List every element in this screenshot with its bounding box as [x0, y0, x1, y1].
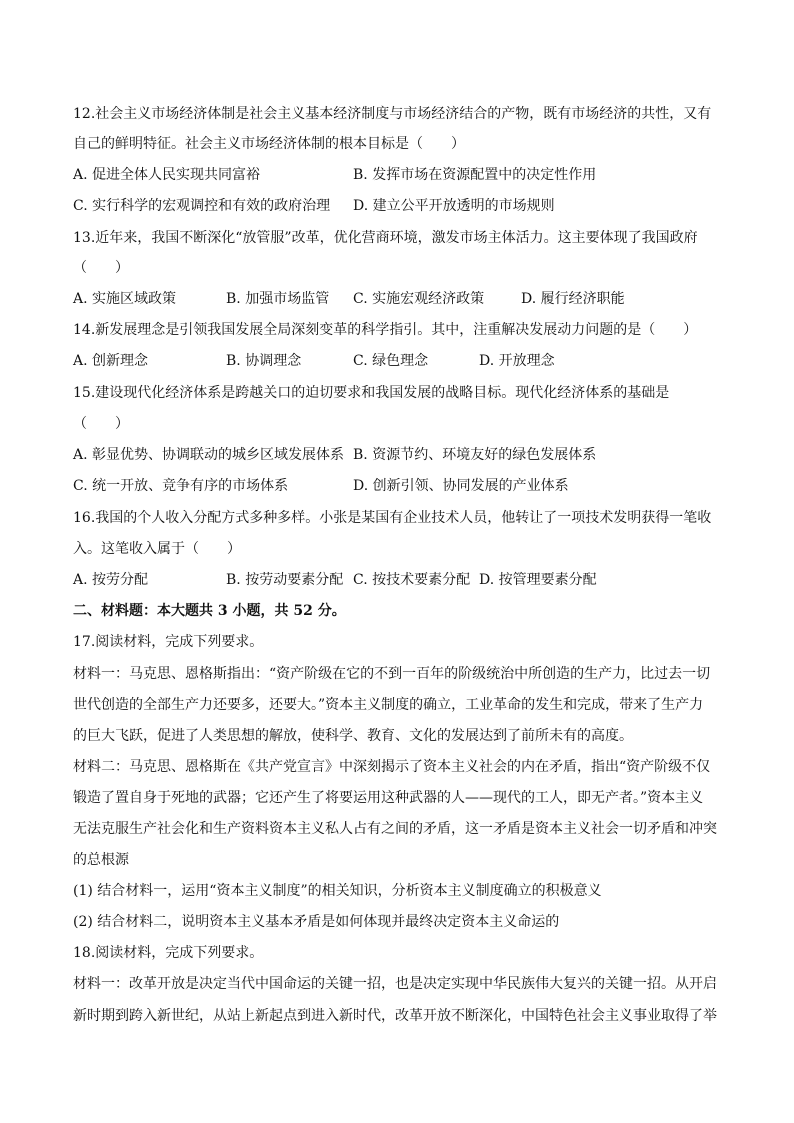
q15-stem-line1: 15.建设现代化经济体系是跨越关口的迫切要求和我国发展的战略目标。现代化经济体系的基础是	[73, 385, 670, 401]
q16-option-c: C. 按技术要素分配	[353, 572, 471, 588]
q14-option-b: B. 协调理念	[226, 353, 302, 369]
q17-material2-line4: 的总根源	[73, 852, 129, 868]
q12-option-a: A. 促进全体人民实现共同富裕	[73, 167, 261, 183]
q16-option-d: D. 按管理要素分配	[479, 572, 597, 588]
q17-material2-line3: 无法克服生产社会化和生产资料资本主义私人占有之间的矛盾，这一矛盾是资本主义社会一切矛盾和冲突	[73, 821, 717, 837]
q15-option-a: A. 彰显优势、协调联动的城乡区域发展体系	[73, 447, 345, 463]
q12-option-b: B. 发挥市场在资源配置中的决定性作用	[353, 167, 597, 183]
q13-stem-line1: 13.近年来，我国不断深化“放管服”改革，优化营商环境，激发市场主体活力。这主要体现了我国政府	[73, 230, 698, 246]
q13-option-a: A. 实施区域政策	[73, 291, 177, 307]
q18-material1-line2: 新时期到跨入新世纪，从站上新起点到进入新时代，改革开放不断深化，中国特色社会主义事业取得了举	[73, 1008, 717, 1024]
q17-material1-line1: 材料一：马克思、恩格斯指出：“资产阶级在它的不到一百年的阶级统治中所创造的生产力，比过去一切	[73, 666, 711, 682]
q12-option-d: D. 建立公平开放透明的市场规则	[353, 198, 555, 214]
q15-option-c: C. 统一开放、竞争有序的市场体系	[73, 478, 289, 494]
q17-material2-line1: 材料二：马克思、恩格斯在《共产党宣言》中深刻揭示了资本主义社会的内在矛盾，指出“资产阶级不仅	[73, 759, 711, 775]
q17-intro: 17.阅读材料，完成下列要求。	[73, 634, 264, 650]
q14-option-c: C. 绿色理念	[353, 353, 429, 369]
q18-intro: 18.阅读材料，完成下列要求。	[73, 945, 264, 961]
q15-option-b: B. 资源节约、环境友好的绿色发展体系	[353, 447, 597, 463]
q13-option-b: B. 加强市场监管	[226, 291, 330, 307]
q14-option-d: D. 开放理念	[479, 353, 555, 369]
q17-task2: (2) 结合材料二，说明资本主义基本矛盾是如何体现并最终决定资本主义命运的	[73, 914, 560, 930]
q16-option-a: A. 按劳分配	[73, 572, 149, 588]
q16-option-b: B. 按劳动要素分配	[226, 572, 344, 588]
q14-stem-line1: 14.新发展理念是引领我国发展全局深刻变革的科学指引。其中，注重解决发展动力问题的是（ ）	[73, 322, 698, 338]
q17-material1-line2: 世代创造的全部生产力还要多，还要大。”资本主义制度的确立，工业革命的发生和完成，带来了生产力	[73, 697, 704, 713]
q17-material1-line3: 的巨大飞跃，促进了人类思想的解放，使科学、教育、文化的发展达到了前所未有的高度。	[73, 728, 633, 744]
q12-stem-line2: 自己的鲜明特征。社会主义市场经济体制的根本目标是（ ）	[73, 136, 465, 152]
q12-stem-line1: 12.社会主义市场经济体制是社会主义基本经济制度与市场经济结合的产物，既有市场经济的共性，又有	[73, 106, 712, 122]
q16-stem-line1: 16.我国的个人收入分配方式多种多样。小张是某国有企业技术人员，他转让了一项技术发明获得一笔收	[73, 510, 712, 526]
q17-task1: (1) 结合材料一，运用“资本主义制度”的相关知识，分析资本主义制度确立的积极意义	[73, 883, 602, 899]
q14-option-a: A. 创新理念	[73, 353, 149, 369]
q13-option-d: D. 履行经济职能	[521, 291, 625, 307]
q15-stem-line2: （ ）	[73, 416, 129, 432]
q12-option-c: C. 实行科学的宏观调控和有效的政府治理	[73, 198, 331, 214]
q15-option-d: D. 创新引领、协同发展的产业体系	[353, 478, 569, 494]
q18-material1-line1: 材料一：改革开放是决定当代中国命运的关键一招，也是决定实现中华民族伟大复兴的关键一招。从开启	[73, 976, 717, 992]
q13-option-c: C. 实施宏观经济政策	[353, 291, 485, 307]
q13-stem-line2: （ ）	[73, 260, 129, 276]
q17-material2-line2: 锻造了置自身于死地的武器；它还产生了将要运用这种武器的人——现代的工人，即无产者。”资本主义	[73, 790, 704, 806]
section-heading: 二、材料题：本大题共 3 小题，共 52 分。	[73, 603, 346, 619]
q16-stem-line2: 入。这笔收入属于（ ）	[73, 541, 241, 557]
